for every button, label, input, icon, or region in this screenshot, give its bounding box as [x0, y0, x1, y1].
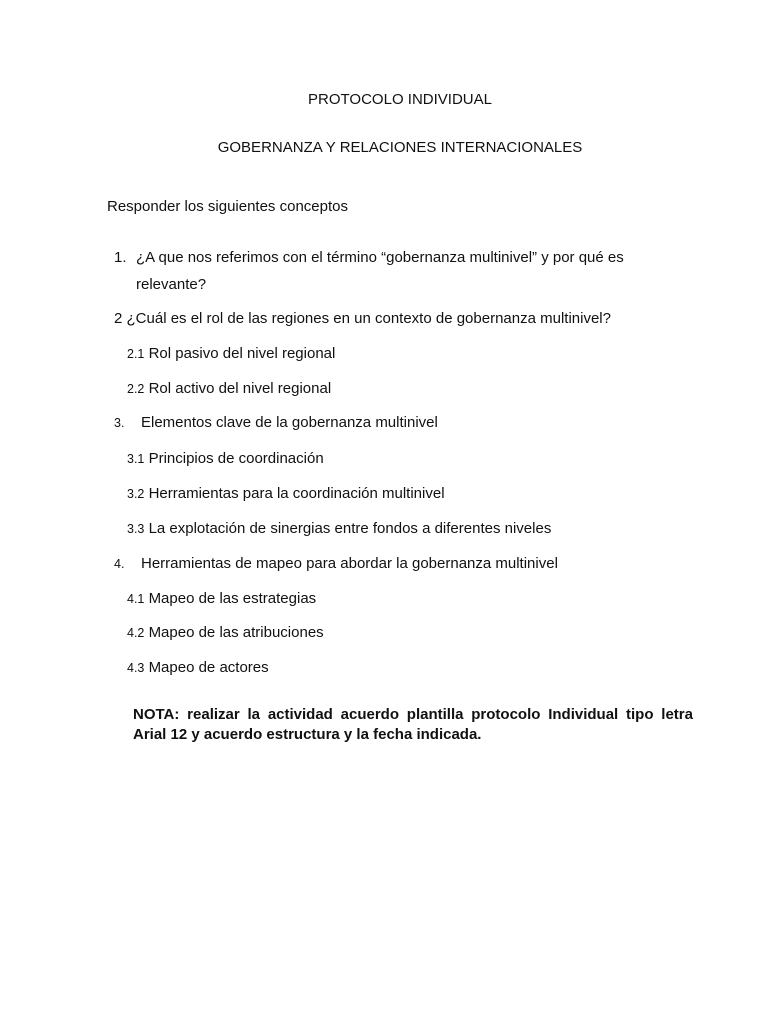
list-item — [127, 450, 324, 467]
q2-2-text: Rol activo del nivel regional — [148, 380, 332, 397]
q3-text: Elementos clave de la gobernanza multinivel — [141, 414, 438, 431]
q2-text: 2 ¿Cuál es el rol de las regiones en un contexto de gobernanza multinivel? — [114, 310, 611, 327]
q2-2-number: 2.2 — [127, 382, 145, 396]
intro-text: Responder los siguientes conceptos — [107, 198, 348, 215]
q2-1-number: 2.1 — [127, 347, 145, 361]
list-item — [127, 345, 335, 362]
q3-1-number: 3.1 — [127, 452, 145, 466]
q4-3-number: 4.3 — [127, 661, 145, 675]
list-item — [127, 485, 445, 502]
note-paragraph: NOTA: realizar la actividad acuerdo plantilla protocolo Individual tipo letra Arial 12 y acuerdo estructura y la fecha indicada. — [133, 706, 693, 743]
q2-1-text: Rol pasivo del nivel regional — [148, 345, 336, 362]
q3-number: 3. — [114, 416, 125, 430]
q3-1-text: Principios de coordinación — [148, 450, 324, 467]
q3-3-number: 3.3 — [127, 522, 145, 536]
q3-2-text: Herramientas para la coordinación multinivel — [148, 485, 445, 502]
list-item — [127, 659, 269, 676]
q3-2-number: 3.2 — [127, 487, 145, 501]
document-title: PROTOCOLO INDIVIDUAL — [308, 91, 492, 108]
list-item — [127, 590, 316, 607]
q4-2-text: Mapeo de las atribuciones — [148, 624, 324, 641]
list-item — [127, 380, 331, 397]
q3-3-text: La explotación de sinergias entre fondos a diferentes niveles — [148, 520, 552, 537]
document-subtitle: GOBERNANZA Y RELACIONES INTERNACIONALES — [217, 139, 583, 156]
q4-3-text: Mapeo de actores — [148, 659, 269, 676]
list-item — [127, 624, 324, 641]
q4-number: 4. — [114, 557, 125, 571]
q1-text-line1: ¿A que nos referimos con el término “gobernanza multinivel” y por qué es — [136, 249, 624, 266]
q4-1-text: Mapeo de las estrategias — [148, 590, 317, 607]
q1-text-line2: relevante? — [136, 276, 207, 293]
q4-1-number: 4.1 — [127, 592, 145, 606]
q1-number: 1. — [114, 249, 127, 266]
q4-text: Herramientas de mapeo para abordar la gobernanza multinivel — [141, 555, 558, 572]
list-item — [127, 520, 551, 537]
q4-2-number: 4.2 — [127, 626, 145, 640]
